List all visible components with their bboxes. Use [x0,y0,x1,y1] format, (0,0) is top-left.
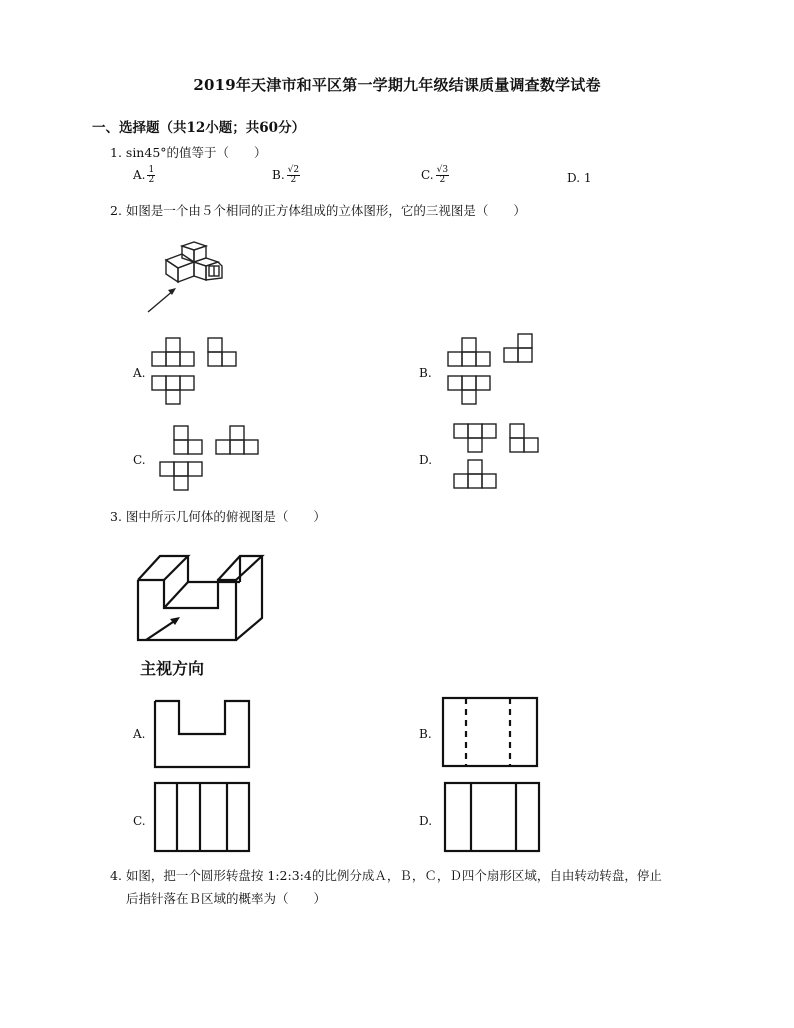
q1-option-a[interactable] [133,166,155,185]
q2-option-b-views[interactable] [446,330,546,408]
q2-option-a[interactable]: A. [133,366,146,380]
q2-option-a-views[interactable] [150,336,250,408]
q2-cube-figure [140,238,240,318]
q2-option-c-views[interactable] [158,424,258,494]
page-title: 2019年天津市和平区第一学期九年级结课质量调查数学试卷 [193,76,601,94]
section-heading: 一、选择题（共12小题；共60分） [92,120,306,136]
option-letter: C. [421,168,434,182]
option-letter: A. [133,168,146,182]
q3-solid-figure [136,548,276,648]
q2-option-d-views[interactable] [452,420,552,492]
question-2-stem: 2. 如图是一个由５个相同的正方体组成的立体图形，它的三视图是（ ） [110,203,526,218]
option-value: 1 [583,171,592,185]
fraction: $\frac{1}{2}$ [148,165,155,185]
q3-option-d[interactable]: D. [419,814,433,828]
q3-figure-label: 主视方向 [140,659,205,678]
q3-option-c-view[interactable] [154,782,250,852]
fraction: $\frac{√2}{2}$ [287,165,300,185]
q2-option-b[interactable]: B. [419,366,432,380]
q1-option-b[interactable] [272,166,300,185]
question-3-stem: 3. 图中所示几何体的俯视图是（ ） [110,509,326,524]
option-letter: B. [272,168,285,182]
q3-option-b-view[interactable] [442,697,538,767]
option-letter: D. [567,171,581,185]
q3-option-a[interactable]: A. [133,727,146,741]
q2-option-c[interactable]: C. [133,453,146,467]
q3-option-c[interactable]: C. [133,814,146,828]
q3-option-b[interactable]: B. [419,727,432,741]
question-4-stem-line1: 4. 如图，把一个圆形转盘按 1:2:3:4的比例分成Ａ，Ｂ，Ｃ，Ｄ四个扇形区域，自由转动转盘，停止 [110,868,662,883]
fraction: $\frac{√3}{2}$ [436,165,449,185]
q1-option-c[interactable] [421,166,449,185]
question-4-stem-line2: 后指针落在Ｂ区域的概率为（ ） [126,891,327,906]
q2-option-d[interactable]: D. [419,453,433,467]
q3-option-a-view[interactable] [154,700,250,768]
q3-option-d-view[interactable] [444,782,540,852]
q1-option-d[interactable] [567,171,591,185]
question-1-stem: 1. sin45°的值等于（ ） [110,145,267,160]
